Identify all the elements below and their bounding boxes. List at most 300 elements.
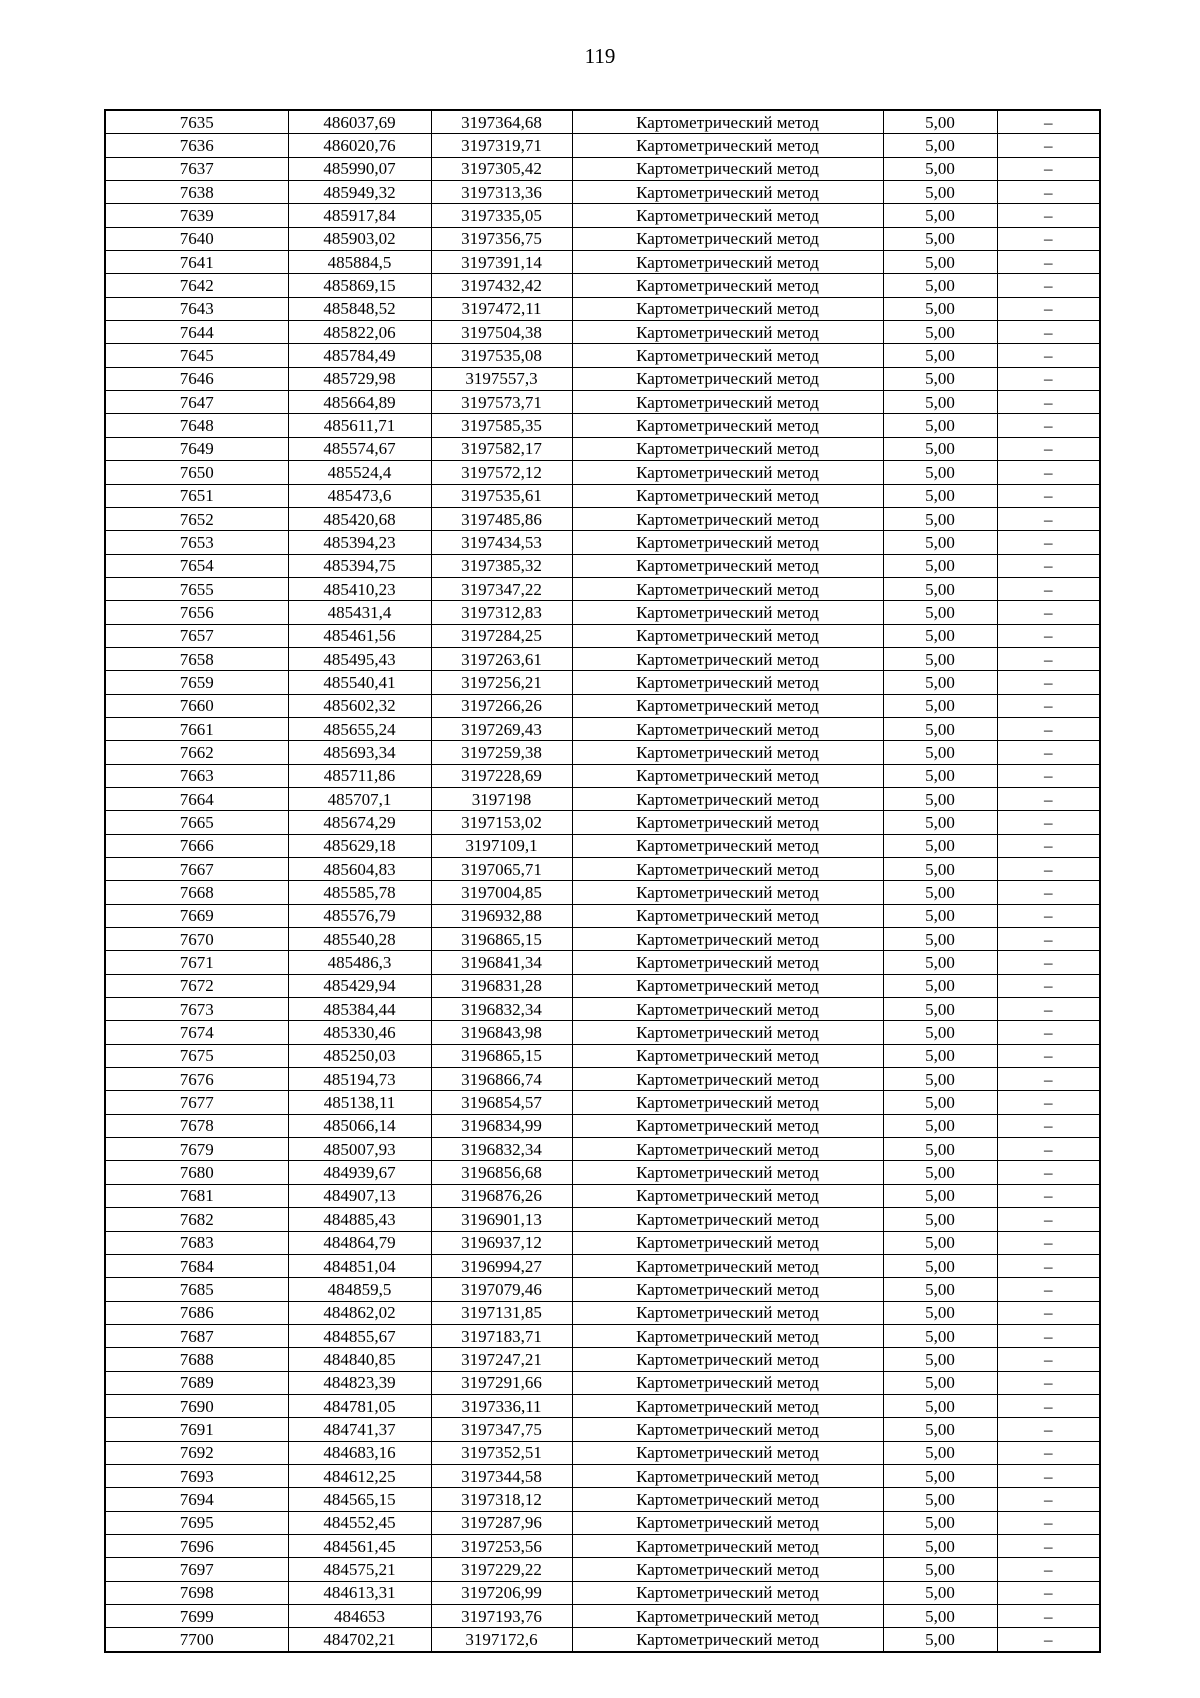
note-cell: – — [997, 717, 1100, 740]
x-coordinate-cell: 485729,98 — [288, 367, 431, 390]
note-cell: – — [997, 1254, 1100, 1277]
x-coordinate-cell: 484683,16 — [288, 1441, 431, 1464]
accuracy-cell: 5,00 — [883, 391, 997, 414]
note-cell: – — [997, 251, 1100, 274]
table-row — [105, 484, 1100, 507]
x-coordinate-cell: 485394,23 — [288, 531, 431, 554]
note-cell: – — [997, 1581, 1100, 1604]
note-cell: – — [997, 1091, 1100, 1114]
accuracy-cell: 5,00 — [883, 1161, 997, 1184]
table-row — [105, 928, 1100, 951]
point-number-cell: 7699 — [105, 1605, 288, 1628]
accuracy-cell: 5,00 — [883, 1605, 997, 1628]
table-row — [105, 671, 1100, 694]
table-row — [105, 764, 1100, 787]
accuracy-cell: 5,00 — [883, 1068, 997, 1091]
method-cell: Картометрический метод — [572, 647, 883, 670]
table-row — [105, 1278, 1100, 1301]
point-number-cell: 7684 — [105, 1254, 288, 1277]
x-coordinate-cell: 485384,44 — [288, 998, 431, 1021]
point-number-cell: 7643 — [105, 297, 288, 320]
point-number-cell: 7667 — [105, 858, 288, 881]
y-coordinate-cell: 3196841,34 — [431, 951, 572, 974]
point-number-cell: 7698 — [105, 1581, 288, 1604]
point-number-cell: 7670 — [105, 928, 288, 951]
table-row — [105, 1418, 1100, 1441]
method-cell: Картометрический метод — [572, 507, 883, 530]
y-coordinate-cell: 3196937,12 — [431, 1231, 572, 1254]
accuracy-cell: 5,00 — [883, 811, 997, 834]
y-coordinate-cell: 3196901,13 — [431, 1208, 572, 1231]
method-cell: Картометрический метод — [572, 1278, 883, 1301]
x-coordinate-cell: 485330,46 — [288, 1021, 431, 1044]
point-number-cell: 7682 — [105, 1208, 288, 1231]
accuracy-cell: 5,00 — [883, 624, 997, 647]
x-coordinate-cell: 485869,15 — [288, 274, 431, 297]
table-row — [105, 1161, 1100, 1184]
point-number-cell: 7687 — [105, 1324, 288, 1347]
x-coordinate-cell: 484939,67 — [288, 1161, 431, 1184]
y-coordinate-cell: 3196876,26 — [431, 1184, 572, 1207]
method-cell: Картометрический метод — [572, 601, 883, 624]
note-cell: – — [997, 1418, 1100, 1441]
method-cell: Картометрический метод — [572, 1091, 883, 1114]
table-row — [105, 227, 1100, 250]
accuracy-cell: 5,00 — [883, 1021, 997, 1044]
point-number-cell: 7637 — [105, 157, 288, 180]
x-coordinate-cell: 484855,67 — [288, 1324, 431, 1347]
method-cell: Картометрический метод — [572, 110, 883, 134]
table-row — [105, 1208, 1100, 1231]
table-row — [105, 344, 1100, 367]
y-coordinate-cell: 3197183,71 — [431, 1324, 572, 1347]
point-number-cell: 7645 — [105, 344, 288, 367]
method-cell: Картометрический метод — [572, 1301, 883, 1324]
y-coordinate-cell: 3197434,53 — [431, 531, 572, 554]
note-cell: – — [997, 531, 1100, 554]
x-coordinate-cell: 485629,18 — [288, 834, 431, 857]
note-cell: – — [997, 1208, 1100, 1231]
x-coordinate-cell: 485461,56 — [288, 624, 431, 647]
y-coordinate-cell: 3197172,6 — [431, 1628, 572, 1652]
y-coordinate-cell: 3196843,98 — [431, 1021, 572, 1044]
point-number-cell: 7685 — [105, 1278, 288, 1301]
y-coordinate-cell: 3197198 — [431, 787, 572, 810]
note-cell: – — [997, 157, 1100, 180]
point-number-cell: 7681 — [105, 1184, 288, 1207]
method-cell: Картометрический метод — [572, 1558, 883, 1581]
note-cell: – — [997, 1138, 1100, 1161]
method-cell: Картометрический метод — [572, 1534, 883, 1557]
note-cell: – — [997, 181, 1100, 204]
accuracy-cell: 5,00 — [883, 1254, 997, 1277]
accuracy-cell: 5,00 — [883, 251, 997, 274]
y-coordinate-cell: 3197572,12 — [431, 461, 572, 484]
point-number-cell: 7661 — [105, 717, 288, 740]
point-number-cell: 7692 — [105, 1441, 288, 1464]
point-number-cell: 7659 — [105, 671, 288, 694]
note-cell: – — [997, 227, 1100, 250]
note-cell: – — [997, 437, 1100, 460]
method-cell: Картометрический метод — [572, 741, 883, 764]
table-row — [105, 1511, 1100, 1534]
point-number-cell: 7649 — [105, 437, 288, 460]
table-row — [105, 1558, 1100, 1581]
x-coordinate-cell: 485585,78 — [288, 881, 431, 904]
method-cell: Картометрический метод — [572, 787, 883, 810]
accuracy-cell: 5,00 — [883, 554, 997, 577]
method-cell: Картометрический метод — [572, 717, 883, 740]
accuracy-cell: 5,00 — [883, 764, 997, 787]
method-cell: Картометрический метод — [572, 1231, 883, 1254]
note-cell: – — [997, 624, 1100, 647]
accuracy-cell: 5,00 — [883, 1394, 997, 1417]
table-row — [105, 881, 1100, 904]
accuracy-cell: 5,00 — [883, 1278, 997, 1301]
table-row — [105, 834, 1100, 857]
table-row — [105, 437, 1100, 460]
point-number-cell: 7660 — [105, 694, 288, 717]
accuracy-cell: 5,00 — [883, 1114, 997, 1137]
accuracy-cell: 5,00 — [883, 1324, 997, 1347]
method-cell: Картометрический метод — [572, 1348, 883, 1371]
x-coordinate-cell: 485949,32 — [288, 181, 431, 204]
y-coordinate-cell: 3196866,74 — [431, 1068, 572, 1091]
accuracy-cell: 5,00 — [883, 1418, 997, 1441]
table-row — [105, 601, 1100, 624]
table-row — [105, 1534, 1100, 1557]
point-number-cell: 7654 — [105, 554, 288, 577]
point-number-cell: 7686 — [105, 1301, 288, 1324]
point-number-cell: 7697 — [105, 1558, 288, 1581]
method-cell: Картометрический метод — [572, 484, 883, 507]
x-coordinate-cell: 485903,02 — [288, 227, 431, 250]
method-cell: Картометрический метод — [572, 1324, 883, 1347]
note-cell: – — [997, 414, 1100, 437]
note-cell: – — [997, 1464, 1100, 1487]
accuracy-cell: 5,00 — [883, 1184, 997, 1207]
y-coordinate-cell: 3197109,1 — [431, 834, 572, 857]
accuracy-cell: 5,00 — [883, 998, 997, 1021]
x-coordinate-cell: 485604,83 — [288, 858, 431, 881]
method-cell: Картометрический метод — [572, 624, 883, 647]
accuracy-cell: 5,00 — [883, 437, 997, 460]
point-number-cell: 7656 — [105, 601, 288, 624]
method-cell: Картометрический метод — [572, 1021, 883, 1044]
note-cell: – — [997, 858, 1100, 881]
y-coordinate-cell: 3197535,61 — [431, 484, 572, 507]
note-cell: – — [997, 1348, 1100, 1371]
method-cell: Картометрический метод — [572, 1581, 883, 1604]
method-cell: Картометрический метод — [572, 1418, 883, 1441]
table-row — [105, 998, 1100, 1021]
method-cell: Картометрический метод — [572, 1254, 883, 1277]
method-cell: Картометрический метод — [572, 904, 883, 927]
note-cell: – — [997, 671, 1100, 694]
note-cell: – — [997, 507, 1100, 530]
table-row — [105, 787, 1100, 810]
table-row — [105, 1628, 1100, 1652]
method-cell: Картометрический метод — [572, 204, 883, 227]
y-coordinate-cell: 3197557,3 — [431, 367, 572, 390]
accuracy-cell: 5,00 — [883, 461, 997, 484]
note-cell: – — [997, 1605, 1100, 1628]
note-cell: – — [997, 1488, 1100, 1511]
note-cell: – — [997, 974, 1100, 997]
method-cell: Картометрический метод — [572, 1441, 883, 1464]
table-row — [105, 717, 1100, 740]
point-number-cell: 7638 — [105, 181, 288, 204]
note-cell: – — [997, 1511, 1100, 1534]
x-coordinate-cell: 484575,21 — [288, 1558, 431, 1581]
method-cell: Картометрический метод — [572, 1511, 883, 1534]
y-coordinate-cell: 3196834,99 — [431, 1114, 572, 1137]
x-coordinate-cell: 484653 — [288, 1605, 431, 1628]
method-cell: Картометрический метод — [572, 1068, 883, 1091]
method-cell: Картометрический метод — [572, 811, 883, 834]
y-coordinate-cell: 3197504,38 — [431, 321, 572, 344]
table-row — [105, 414, 1100, 437]
table-row — [105, 647, 1100, 670]
point-number-cell: 7644 — [105, 321, 288, 344]
table-row — [105, 1488, 1100, 1511]
note-cell: – — [997, 1558, 1100, 1581]
x-coordinate-cell: 485540,41 — [288, 671, 431, 694]
method-cell: Картометрический метод — [572, 1044, 883, 1067]
method-cell: Картометрический метод — [572, 344, 883, 367]
x-coordinate-cell: 484851,04 — [288, 1254, 431, 1277]
y-coordinate-cell: 3197319,71 — [431, 134, 572, 157]
note-cell: – — [997, 484, 1100, 507]
note-cell: – — [997, 1394, 1100, 1417]
accuracy-cell: 5,00 — [883, 134, 997, 157]
point-number-cell: 7683 — [105, 1231, 288, 1254]
x-coordinate-cell: 485250,03 — [288, 1044, 431, 1067]
y-coordinate-cell: 3197253,56 — [431, 1534, 572, 1557]
note-cell: – — [997, 554, 1100, 577]
x-coordinate-cell: 485486,3 — [288, 951, 431, 974]
table-row — [105, 694, 1100, 717]
y-coordinate-cell: 3197535,08 — [431, 344, 572, 367]
method-cell: Картометрический метод — [572, 881, 883, 904]
table-row — [105, 1114, 1100, 1137]
accuracy-cell: 5,00 — [883, 671, 997, 694]
x-coordinate-cell: 484561,45 — [288, 1534, 431, 1557]
table-row — [105, 624, 1100, 647]
x-coordinate-cell: 485822,06 — [288, 321, 431, 344]
point-number-cell: 7639 — [105, 204, 288, 227]
x-coordinate-cell: 485007,93 — [288, 1138, 431, 1161]
method-cell: Картометрический метод — [572, 764, 883, 787]
coordinates-table — [104, 109, 1101, 1653]
point-number-cell: 7648 — [105, 414, 288, 437]
x-coordinate-cell: 485431,4 — [288, 601, 431, 624]
method-cell: Картометрический метод — [572, 951, 883, 974]
point-number-cell: 7666 — [105, 834, 288, 857]
note-cell: – — [997, 1324, 1100, 1347]
x-coordinate-cell: 485540,28 — [288, 928, 431, 951]
table-row — [105, 1441, 1100, 1464]
table-row — [105, 741, 1100, 764]
x-coordinate-cell: 484862,02 — [288, 1301, 431, 1324]
note-cell: – — [997, 110, 1100, 134]
note-cell: – — [997, 1114, 1100, 1137]
y-coordinate-cell: 3197269,43 — [431, 717, 572, 740]
method-cell: Картометрический метод — [572, 1464, 883, 1487]
accuracy-cell: 5,00 — [883, 694, 997, 717]
y-coordinate-cell: 3197284,25 — [431, 624, 572, 647]
y-coordinate-cell: 3196831,28 — [431, 974, 572, 997]
point-number-cell: 7688 — [105, 1348, 288, 1371]
table-row — [105, 181, 1100, 204]
point-number-cell: 7678 — [105, 1114, 288, 1137]
table-row — [105, 110, 1100, 134]
y-coordinate-cell: 3197287,96 — [431, 1511, 572, 1534]
accuracy-cell: 5,00 — [883, 834, 997, 857]
x-coordinate-cell: 485495,43 — [288, 647, 431, 670]
y-coordinate-cell: 3197582,17 — [431, 437, 572, 460]
x-coordinate-cell: 484907,13 — [288, 1184, 431, 1207]
table-row — [105, 577, 1100, 600]
point-number-cell: 7655 — [105, 577, 288, 600]
x-coordinate-cell: 485410,23 — [288, 577, 431, 600]
table-row — [105, 951, 1100, 974]
x-coordinate-cell: 485602,32 — [288, 694, 431, 717]
table-row — [105, 134, 1100, 157]
table-row — [105, 1348, 1100, 1371]
table-row — [105, 1091, 1100, 1114]
y-coordinate-cell: 3196832,34 — [431, 998, 572, 1021]
accuracy-cell: 5,00 — [883, 367, 997, 390]
accuracy-cell: 5,00 — [883, 974, 997, 997]
note-cell: – — [997, 367, 1100, 390]
method-cell: Картометрический метод — [572, 251, 883, 274]
x-coordinate-cell: 484702,21 — [288, 1628, 431, 1652]
y-coordinate-cell: 3197065,71 — [431, 858, 572, 881]
point-number-cell: 7696 — [105, 1534, 288, 1557]
accuracy-cell: 5,00 — [883, 507, 997, 530]
x-coordinate-cell: 485693,34 — [288, 741, 431, 764]
y-coordinate-cell: 3196865,15 — [431, 928, 572, 951]
y-coordinate-cell: 3197153,02 — [431, 811, 572, 834]
table-row — [105, 904, 1100, 927]
table-row — [105, 531, 1100, 554]
x-coordinate-cell: 484781,05 — [288, 1394, 431, 1417]
point-number-cell: 7663 — [105, 764, 288, 787]
note-cell: – — [997, 391, 1100, 414]
note-cell: – — [997, 1628, 1100, 1652]
x-coordinate-cell: 484552,45 — [288, 1511, 431, 1534]
accuracy-cell: 5,00 — [883, 274, 997, 297]
note-cell: – — [997, 928, 1100, 951]
coordinates-table-body — [105, 110, 1100, 1652]
point-number-cell: 7679 — [105, 1138, 288, 1161]
point-number-cell: 7691 — [105, 1418, 288, 1441]
point-number-cell: 7662 — [105, 741, 288, 764]
table-row — [105, 321, 1100, 344]
note-cell: – — [997, 1231, 1100, 1254]
point-number-cell: 7693 — [105, 1464, 288, 1487]
y-coordinate-cell: 3196856,68 — [431, 1161, 572, 1184]
note-cell: – — [997, 461, 1100, 484]
point-number-cell: 7658 — [105, 647, 288, 670]
x-coordinate-cell: 485138,11 — [288, 1091, 431, 1114]
table-row — [105, 1324, 1100, 1347]
note-cell: – — [997, 764, 1100, 787]
note-cell: – — [997, 1044, 1100, 1067]
accuracy-cell: 5,00 — [883, 1441, 997, 1464]
x-coordinate-cell: 485429,94 — [288, 974, 431, 997]
method-cell: Картометрический метод — [572, 928, 883, 951]
point-number-cell: 7650 — [105, 461, 288, 484]
x-coordinate-cell: 485784,49 — [288, 344, 431, 367]
y-coordinate-cell: 3197247,21 — [431, 1348, 572, 1371]
accuracy-cell: 5,00 — [883, 1091, 997, 1114]
method-cell: Картометрический метод — [572, 998, 883, 1021]
accuracy-cell: 5,00 — [883, 181, 997, 204]
y-coordinate-cell: 3197291,66 — [431, 1371, 572, 1394]
note-cell: – — [997, 834, 1100, 857]
y-coordinate-cell: 3197131,85 — [431, 1301, 572, 1324]
point-number-cell: 7651 — [105, 484, 288, 507]
method-cell: Картометрический метод — [572, 1488, 883, 1511]
x-coordinate-cell: 485473,6 — [288, 484, 431, 507]
accuracy-cell: 5,00 — [883, 484, 997, 507]
point-number-cell: 7700 — [105, 1628, 288, 1652]
table-row — [105, 1184, 1100, 1207]
y-coordinate-cell: 3197305,42 — [431, 157, 572, 180]
y-coordinate-cell: 3197432,42 — [431, 274, 572, 297]
note-cell: – — [997, 344, 1100, 367]
table-row — [105, 1605, 1100, 1628]
x-coordinate-cell: 484741,37 — [288, 1418, 431, 1441]
y-coordinate-cell: 3197573,71 — [431, 391, 572, 414]
y-coordinate-cell: 3197312,83 — [431, 601, 572, 624]
method-cell: Картометрический метод — [572, 1184, 883, 1207]
point-number-cell: 7672 — [105, 974, 288, 997]
y-coordinate-cell: 3196832,34 — [431, 1138, 572, 1161]
accuracy-cell: 5,00 — [883, 1348, 997, 1371]
x-coordinate-cell: 485066,14 — [288, 1114, 431, 1137]
table-row — [105, 1464, 1100, 1487]
accuracy-cell: 5,00 — [883, 1301, 997, 1324]
y-coordinate-cell: 3196865,15 — [431, 1044, 572, 1067]
method-cell: Картометрический метод — [572, 391, 883, 414]
note-cell: – — [997, 741, 1100, 764]
note-cell: – — [997, 904, 1100, 927]
note-cell: – — [997, 577, 1100, 600]
method-cell: Картометрический метод — [572, 157, 883, 180]
note-cell: – — [997, 1301, 1100, 1324]
table-row — [105, 297, 1100, 320]
note-cell: – — [997, 998, 1100, 1021]
x-coordinate-cell: 485574,67 — [288, 437, 431, 460]
note-cell: – — [997, 1441, 1100, 1464]
y-coordinate-cell: 3197266,26 — [431, 694, 572, 717]
note-cell: – — [997, 694, 1100, 717]
method-cell: Картометрический метод — [572, 694, 883, 717]
method-cell: Картометрический метод — [572, 227, 883, 250]
accuracy-cell: 5,00 — [883, 1138, 997, 1161]
method-cell: Картометрический метод — [572, 834, 883, 857]
point-number-cell: 7676 — [105, 1068, 288, 1091]
note-cell: – — [997, 297, 1100, 320]
accuracy-cell: 5,00 — [883, 1534, 997, 1557]
y-coordinate-cell: 3197256,21 — [431, 671, 572, 694]
table-row — [105, 274, 1100, 297]
y-coordinate-cell: 3197347,22 — [431, 577, 572, 600]
y-coordinate-cell: 3197228,69 — [431, 764, 572, 787]
